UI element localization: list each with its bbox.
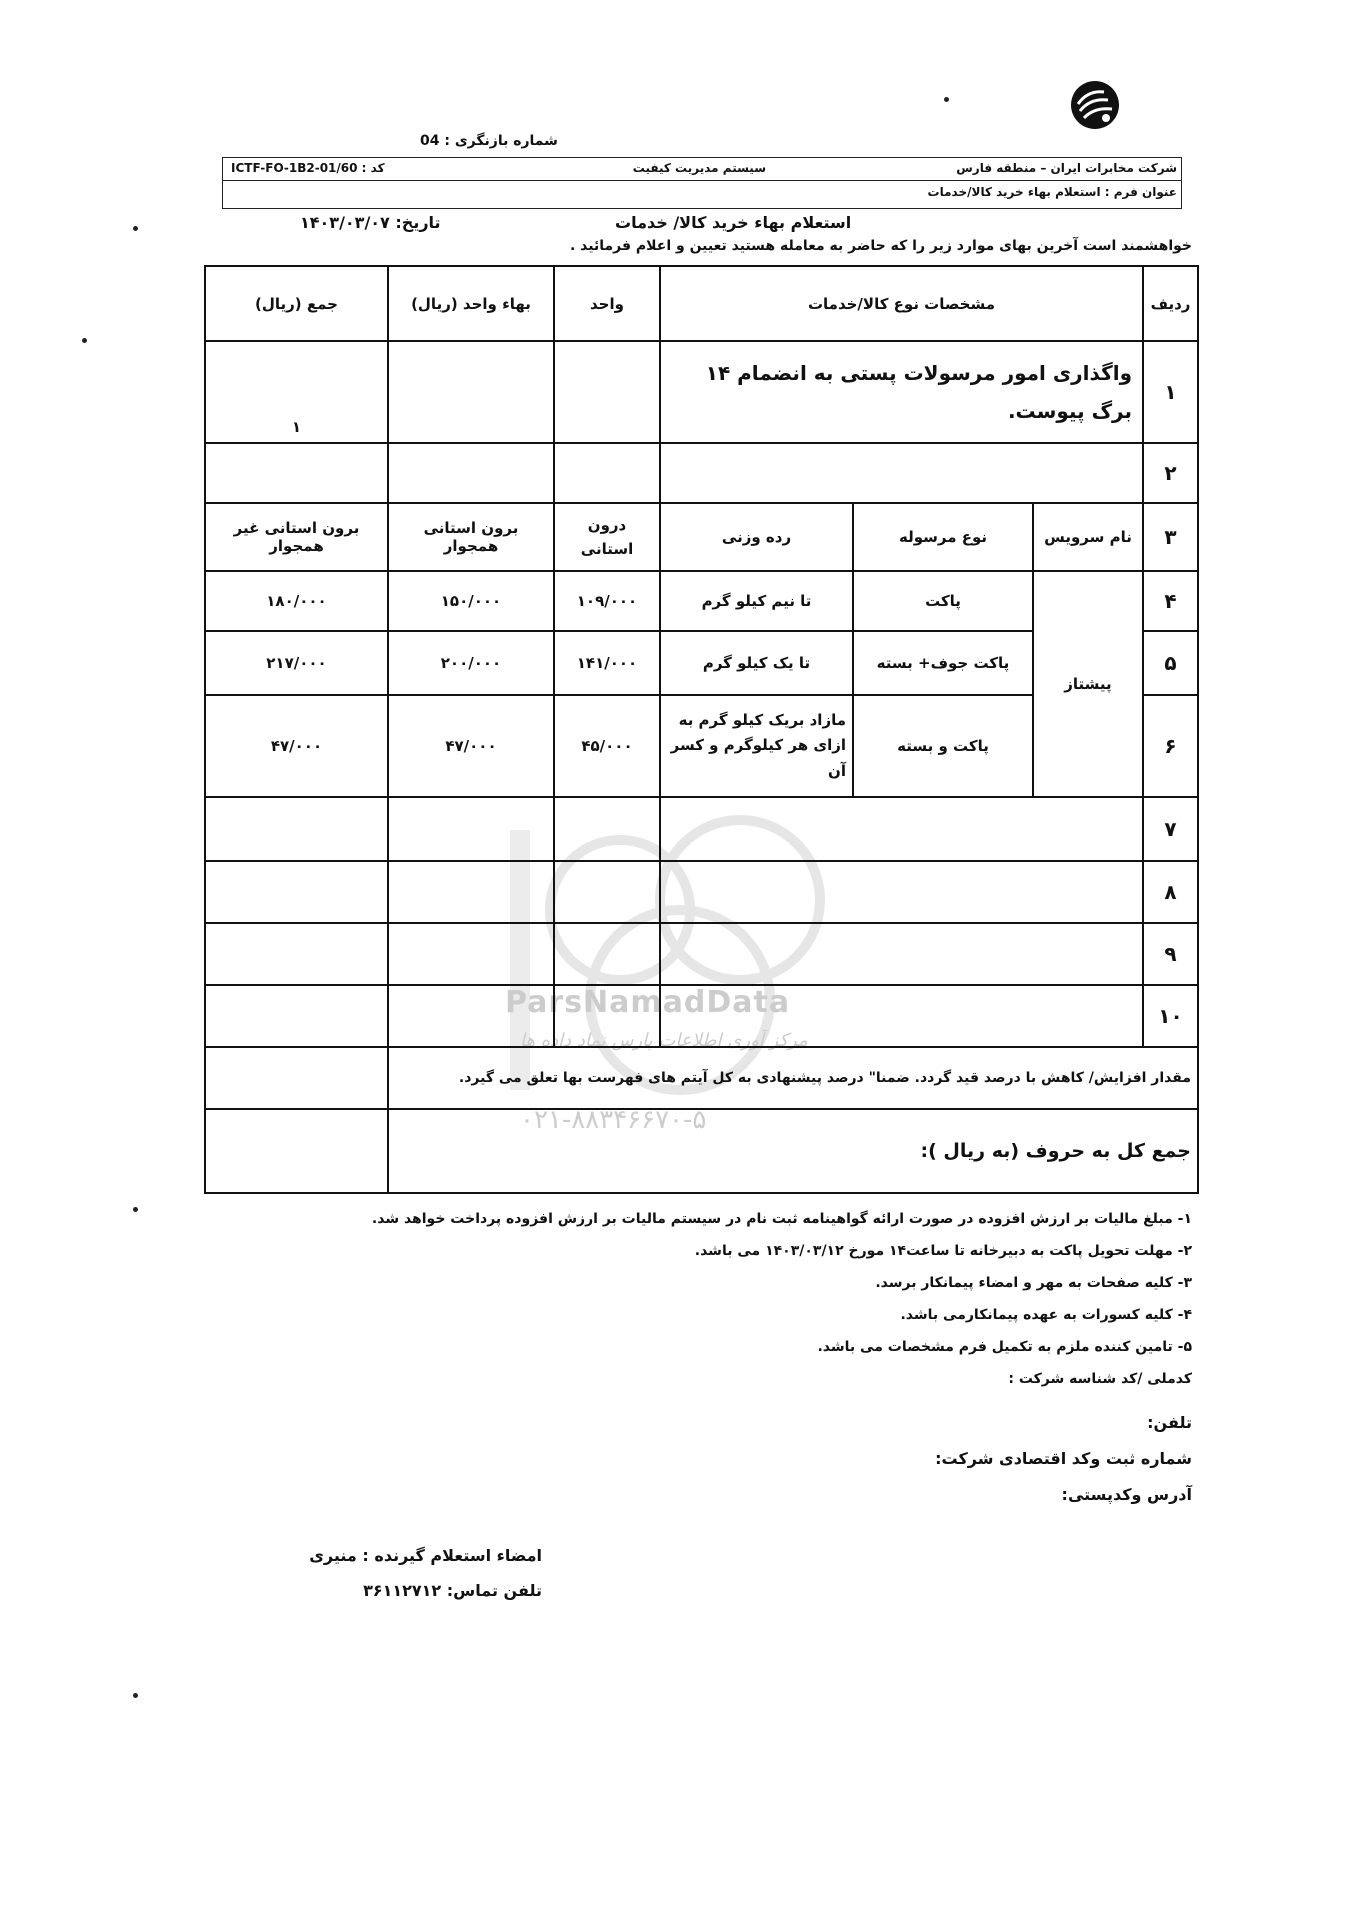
unit-price-cell bbox=[388, 797, 554, 861]
revision-number: شماره بازنگری : 04 bbox=[420, 133, 558, 149]
row-number: ۷ bbox=[1143, 797, 1198, 861]
total-in-words-label: جمع کل به حروف (به ریال ): bbox=[388, 1109, 1198, 1193]
spec-cell bbox=[660, 923, 1143, 985]
neighbor-province-header: برون استانی همجوار bbox=[388, 503, 554, 571]
unit-cell bbox=[554, 923, 660, 985]
phone-label: تلفن: bbox=[1147, 1413, 1192, 1432]
spec-cell bbox=[660, 443, 1143, 503]
scan-dot bbox=[133, 1693, 138, 1698]
unit-price-cell bbox=[388, 861, 554, 923]
unit-price-cell bbox=[388, 443, 554, 503]
unit-price-cell bbox=[388, 341, 554, 443]
contact-phone: تلفن تماس: ۳۶۱۱۲۷۱۲ bbox=[363, 1581, 542, 1600]
watermark-brand: ParsNamadData bbox=[505, 985, 791, 1020]
form-title-label: عنوان فرم : استعلام بهاء خرید کالا/خدمات bbox=[927, 185, 1177, 199]
total-words-cell bbox=[205, 1109, 388, 1193]
notes-list bbox=[372, 1203, 1192, 1395]
table-row bbox=[205, 861, 1198, 923]
signature-block bbox=[309, 1538, 542, 1608]
price-inside: ۱۴۱/۰۰۰ bbox=[554, 631, 660, 695]
row-number: ۹ bbox=[1143, 923, 1198, 985]
receiver-signature: امضاء استعلام گیرنده : منیری bbox=[309, 1546, 542, 1565]
price-inside: ۴۵/۰۰۰ bbox=[554, 695, 660, 797]
row-number: ۳ bbox=[1143, 503, 1198, 571]
system-name: سیستم مدیریت کیفیت bbox=[632, 161, 766, 175]
total-cell bbox=[205, 443, 388, 503]
watermark-subtitle: مرکز آوری اطلاعات پارس نماد داده ها bbox=[520, 1030, 808, 1051]
row-number: ۶ bbox=[1143, 695, 1198, 797]
intro-text: خواهشمند است آخرین بهای موارد زیر را که حاضر به معامله هستید تعیین و اعلام فرمائید . bbox=[569, 238, 1192, 254]
weight-class: تا نیم کیلو گرم bbox=[660, 571, 853, 631]
scan-dot bbox=[133, 226, 138, 231]
price-neighbor: ۲۰۰/۰۰۰ bbox=[388, 631, 554, 695]
col-header-unit-price: بهاء واحد (ریال) bbox=[388, 266, 554, 341]
table-row bbox=[205, 797, 1198, 861]
price-non-neighbor: ۴۷/۰۰۰ bbox=[205, 695, 388, 797]
price-non-neighbor: ۱۸۰/۰۰۰ bbox=[205, 571, 388, 631]
table-row bbox=[205, 923, 1198, 985]
price-neighbor: ۱۵۰/۰۰۰ bbox=[388, 571, 554, 631]
date-label: تاریخ: ۱۴۰۳/۰۳/۰۷ bbox=[300, 213, 441, 232]
row-number: ۵ bbox=[1143, 631, 1198, 695]
total-cell bbox=[205, 861, 388, 923]
table-row bbox=[205, 341, 1198, 443]
total-cell bbox=[205, 985, 388, 1047]
total-cell bbox=[205, 797, 388, 861]
unit-cell bbox=[554, 861, 660, 923]
row-number: ۱۰ bbox=[1143, 985, 1198, 1047]
form-header-box bbox=[222, 157, 1182, 209]
col-header-row: ردیف bbox=[1143, 266, 1198, 341]
parcel-type: پاکت و بسته bbox=[853, 695, 1033, 797]
table-row bbox=[205, 503, 1198, 571]
unit-cell bbox=[554, 341, 660, 443]
national-id-label: کدملی /کد شناسه شرکت : bbox=[1008, 1371, 1192, 1387]
weight-class: تا یک کیلو گرم bbox=[660, 631, 853, 695]
non-neighbor-province-header: برون استانی غیر همجوار bbox=[205, 503, 388, 571]
price-non-neighbor: ۲۱۷/۰۰۰ bbox=[205, 631, 388, 695]
unit-price-cell bbox=[388, 923, 554, 985]
company-fields bbox=[935, 1405, 1192, 1513]
company-logo-icon bbox=[1068, 78, 1122, 132]
inquiry-table bbox=[204, 265, 1199, 1194]
row-number: ۸ bbox=[1143, 861, 1198, 923]
col-header-total: جمع (ریال) bbox=[205, 266, 388, 341]
company-name: شرکت مخابرات ایران – منطقه فارس bbox=[956, 161, 1177, 175]
increase-value-cell bbox=[205, 1047, 388, 1109]
table-row bbox=[205, 443, 1198, 503]
row-number: ۲ bbox=[1143, 443, 1198, 503]
note-item: ۵- تامین کننده ملزم به تکمیل فرم مشخصات می باشد. bbox=[817, 1339, 1192, 1355]
unit-cell bbox=[554, 443, 660, 503]
row-number: ۱ bbox=[1143, 341, 1198, 443]
parcel-type: پاکت جوف+ بسته bbox=[853, 631, 1033, 695]
table-row bbox=[205, 571, 1198, 631]
table-header-row bbox=[205, 266, 1198, 341]
watermark-phone: ۰۲۱-۸۸۳۴۶۶۷۰-۵ bbox=[520, 1105, 707, 1135]
weight-header: رده وزنی bbox=[660, 503, 853, 571]
inside-province-header: درون استانی bbox=[554, 503, 660, 571]
parcel-type: پاکت bbox=[853, 571, 1033, 631]
page-title: استعلام بهاء خرید کالا/ خدمات bbox=[615, 213, 852, 232]
note-item: ۴- کلیه کسورات به عهده پیمانکارمی باشد. bbox=[900, 1307, 1192, 1323]
spec-cell bbox=[660, 797, 1143, 861]
spec-cell bbox=[660, 861, 1143, 923]
item-description: واگذاری امور مرسولات پستی به انضمام ۱۴ برگ پیوست. bbox=[660, 341, 1143, 443]
col-header-unit: واحد bbox=[554, 266, 660, 341]
total-words-row bbox=[205, 1109, 1198, 1193]
total-cell bbox=[205, 341, 388, 443]
table-row bbox=[205, 985, 1198, 1047]
note-item: ۳- کلیه صفحات به مهر و امضاء پیمانکار برسد. bbox=[875, 1275, 1192, 1291]
price-inside: ۱۰۹/۰۰۰ bbox=[554, 571, 660, 631]
address-label: آدرس وکدپستی: bbox=[1061, 1485, 1192, 1504]
total-mark: ۱ bbox=[291, 418, 302, 436]
service-name: پیشتاز bbox=[1033, 571, 1143, 797]
scan-dot bbox=[944, 97, 949, 102]
parcel-type-header: نوع مرسوله bbox=[853, 503, 1033, 571]
unit-price-cell bbox=[388, 985, 554, 1047]
spec-cell bbox=[660, 985, 1143, 1047]
increase-text: مقدار افزایش/ کاهش با درصد قید گردد. ضمنا" درصد پیشنهادی به کل آیتم های فهرست بها تعلق می گیرد. bbox=[388, 1047, 1198, 1109]
total-cell bbox=[205, 923, 388, 985]
weight-class: مازاد بریک کیلو گرم به ازای هر کیلوگرم و کسر آن bbox=[660, 695, 853, 797]
scan-dot bbox=[133, 1207, 138, 1212]
form-code: کد : ICTF-FO-1B2-01/60 bbox=[231, 161, 385, 175]
unit-cell bbox=[554, 985, 660, 1047]
row-number: ۴ bbox=[1143, 571, 1198, 631]
registration-label: شماره ثبت وکد اقتصادی شرکت: bbox=[935, 1449, 1192, 1468]
col-header-spec: مشخصات نوع کالا/خدمات bbox=[660, 266, 1143, 341]
increase-row bbox=[205, 1047, 1198, 1109]
service-header: نام سرویس bbox=[1033, 503, 1143, 571]
note-item: ۱- مبلغ مالیات بر ارزش افزوده در صورت ارائه گواهینامه ثبت نام در سیستم مالیات بر ارزش افزوده پرداخت خواهد شد. bbox=[371, 1211, 1192, 1227]
unit-cell bbox=[554, 797, 660, 861]
scan-dot bbox=[82, 338, 87, 343]
price-neighbor: ۴۷/۰۰۰ bbox=[388, 695, 554, 797]
form-header-row bbox=[223, 158, 1181, 181]
note-item: ۲- مهلت تحویل پاکت به دبیرخانه تا ساعت۱۴ مورخ ۱۴۰۳/۰۳/۱۲ می باشد. bbox=[694, 1243, 1192, 1259]
